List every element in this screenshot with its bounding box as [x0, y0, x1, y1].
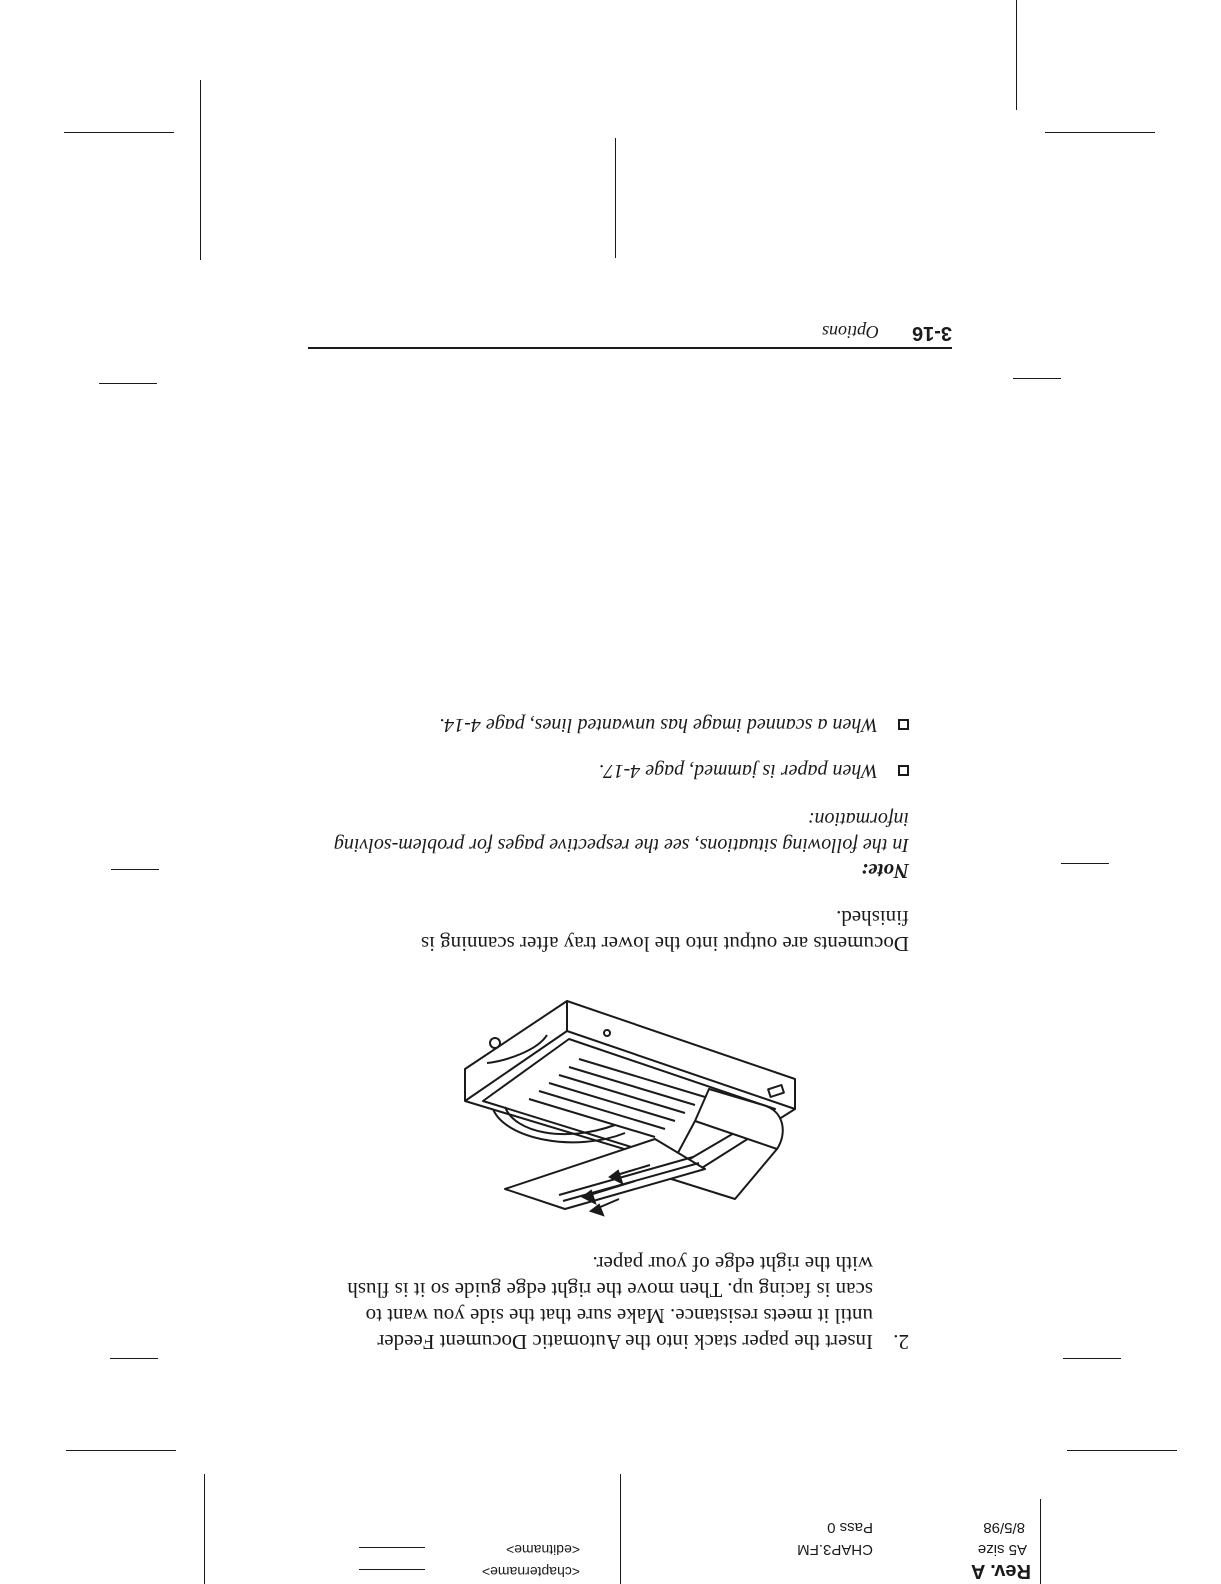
note-label: Note: — [861, 859, 909, 883]
checkbox-icon — [898, 765, 909, 776]
footer-chapter-name: <chaptername> — [481, 1564, 580, 1580]
crop-mark-top-right-vertical — [204, 1474, 205, 1584]
crop-mark-left-top-horizontal — [1067, 1450, 1177, 1451]
crop-mark-right-middle — [111, 869, 159, 870]
note-text-line-2: information: — [807, 808, 909, 830]
footer-rule-2 — [359, 1547, 425, 1548]
note-item-lines-text: When a scanned image has unwanted lines, page 4-14. — [439, 714, 878, 736]
footer-rule-1 — [359, 1569, 425, 1570]
page-number: 3-16 — [911, 322, 952, 344]
scanner-illustration — [460, 994, 805, 1229]
crop-mark-bottom-center-vertical — [615, 138, 616, 258]
note-item-jam-text: When paper is jammed, page 4-17. — [598, 760, 878, 782]
footer-edit-name: <editname> — [506, 1542, 580, 1558]
crop-mark-left-middle — [1061, 863, 1109, 864]
footer-file: CHAP3.FM — [797, 1541, 873, 1558]
crop-mark-bottom-right-vertical — [200, 80, 201, 260]
crop-mark-right-lower — [99, 383, 157, 384]
crop-mark-right-top-horizontal — [66, 1450, 176, 1451]
step-text-line-1: Insert the paper stack into the Automatic Document Feeder — [377, 1330, 873, 1354]
step-text-line-4: with the right edge of your paper. — [592, 1252, 873, 1276]
footer-rev: Rev. A — [970, 1560, 1031, 1582]
step-text-line-3: scan is facing up. Then move the right edge guide so it is flush — [347, 1278, 873, 1302]
checkbox-icon — [898, 719, 909, 730]
header-rule — [308, 347, 952, 349]
crop-mark-left-upper — [1063, 1358, 1121, 1359]
footer-pass: Pass 0 — [827, 1519, 873, 1536]
crop-mark-top-center-vertical — [620, 1474, 621, 1584]
crop-mark-bottom-left-vertical — [1016, 0, 1017, 110]
note-text-line-1: In the following situations, see the respective pages for problem-solving — [333, 834, 909, 856]
crop-mark-top-left-vertical — [1040, 1499, 1041, 1584]
crop-mark-left-lower — [1013, 378, 1061, 379]
note-item-jam — [599, 758, 909, 784]
step-number: 2. — [893, 1330, 909, 1354]
crop-mark-left-bottom-horizontal — [1045, 132, 1155, 133]
note-item-lines — [439, 712, 909, 738]
step-text-line-2: until it meets resistance. Make sure that the side you want to — [365, 1304, 873, 1328]
section-title: Options — [821, 322, 879, 342]
output-text-line-2: finished. — [836, 906, 909, 930]
footer-date: 8/5/98 — [983, 1519, 1025, 1536]
crop-mark-right-bottom-horizontal — [64, 132, 174, 133]
output-text-line-1: Documents are output into the lower tray after scanning is — [420, 932, 909, 956]
footer-size: A5 size — [977, 1541, 1027, 1558]
crop-mark-right-upper — [110, 1358, 158, 1359]
